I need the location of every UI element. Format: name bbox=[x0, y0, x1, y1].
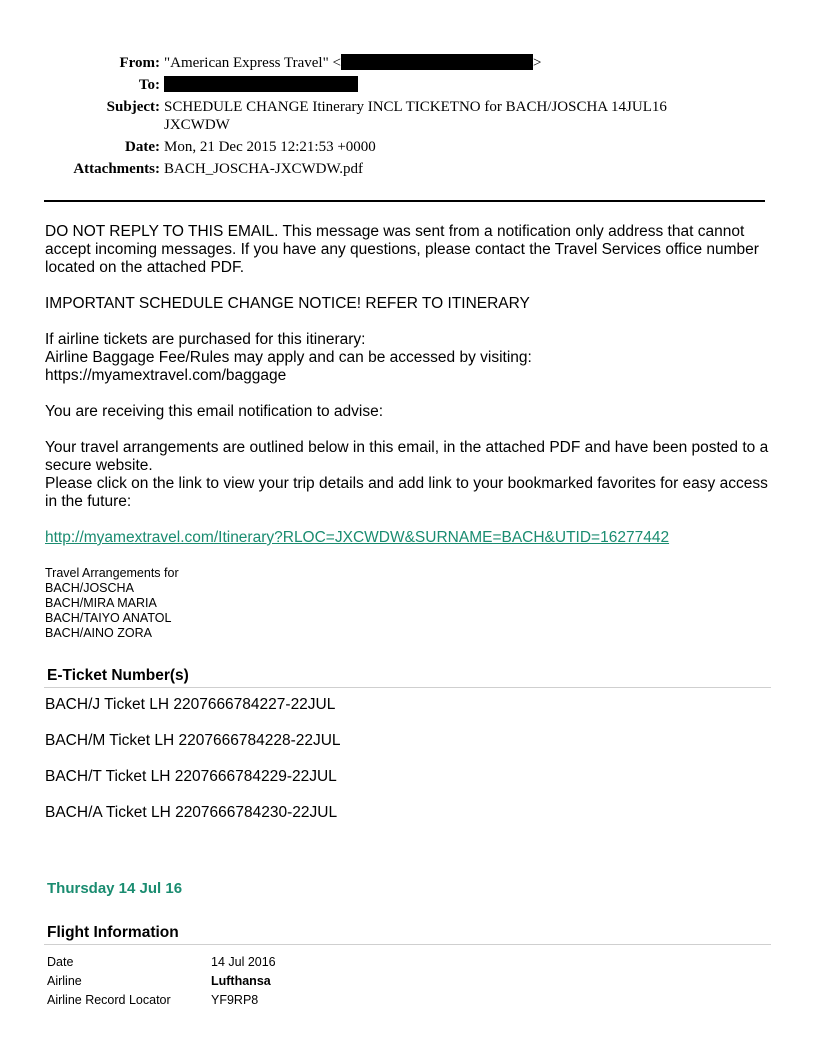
no-reply-notice: DO NOT REPLY TO THIS EMAIL. This message was sent from a notification only address that cannot accept incoming messages. If you have any questions, please contact the Travel Services office number located on the attached PDF. bbox=[45, 223, 759, 276]
flight-airline-key: Airline bbox=[47, 974, 82, 988]
day-heading: Thursday 14 Jul 16 bbox=[47, 880, 183, 897]
flight-info-divider bbox=[44, 944, 771, 945]
attachment-file[interactable]: BACH_JOSCHA-JXCWDW.pdf bbox=[164, 161, 364, 177]
flight-locator-value: YF9RP8 bbox=[211, 993, 259, 1007]
flight-date-value: 14 Jul 2016 bbox=[211, 955, 276, 969]
ticket-row: BACH/M Ticket LH 2207666784228-22JUL bbox=[45, 732, 341, 749]
arrangements-text bbox=[45, 439, 770, 511]
subject-value: SCHEDULE CHANGE Itinerary INCL TICKETNO for BACH/JOSCHA 14JUL16 JXCWDW bbox=[164, 99, 667, 133]
flight-airline-value: Lufthansa bbox=[211, 974, 271, 988]
traveler-name: BACH/MIRA MARIA bbox=[45, 596, 157, 610]
header-attachments-row bbox=[0, 160, 816, 178]
header-date-row bbox=[0, 138, 816, 156]
baggage-line-2: Airline Baggage Fee/Rules may apply and can be accessed by visiting: bbox=[45, 349, 532, 366]
ticket-row: BACH/T Ticket LH 2207666784229-22JUL bbox=[45, 768, 337, 785]
baggage-info bbox=[45, 331, 770, 385]
header-from-row bbox=[0, 54, 816, 72]
header-subject-row bbox=[0, 98, 816, 134]
attachments-label: Attachments: bbox=[73, 161, 160, 177]
subject-label: Subject: bbox=[106, 99, 160, 115]
to-label: To: bbox=[138, 77, 160, 93]
arrangements-line-2: Please click on the link to view your trip details and add link to your bookmarked favorites for easy access in the future: bbox=[45, 475, 768, 510]
traveler-name: BACH/AINO ZORA bbox=[45, 626, 152, 640]
from-sender: "American Express Travel" < bbox=[164, 55, 341, 71]
important-notice: IMPORTANT SCHEDULE CHANGE NOTICE! REFER TO ITINERARY bbox=[45, 295, 530, 312]
flight-date-key: Date bbox=[47, 955, 74, 969]
eticket-divider bbox=[44, 687, 771, 688]
from-label: From: bbox=[119, 55, 160, 71]
from-close: > bbox=[532, 55, 542, 71]
redacted-recipient bbox=[164, 76, 358, 92]
flight-info-title: Flight Information bbox=[47, 924, 179, 941]
travelers-block bbox=[45, 566, 179, 641]
ticket-row: BACH/J Ticket LH 2207666784227-22JUL bbox=[45, 696, 336, 713]
from-value bbox=[164, 54, 724, 72]
arrangements-line-1: Your travel arrangements are outlined below in this email, in the attached PDF and have been posted to a secure website. bbox=[45, 439, 769, 474]
baggage-url: https://myamextravel.com/baggage bbox=[45, 367, 287, 384]
date-value: Mon, 21 Dec 2015 12:21:53 +0000 bbox=[164, 139, 376, 155]
advise-text: You are receiving this email notification to advise: bbox=[45, 403, 384, 420]
baggage-line-1: If airline tickets are purchased for this itinerary: bbox=[45, 331, 366, 348]
eticket-title: E-Ticket Number(s) bbox=[47, 667, 189, 684]
to-value bbox=[164, 76, 724, 94]
traveler-name: BACH/TAIYO ANATOL bbox=[45, 611, 172, 625]
redacted-email bbox=[341, 54, 533, 70]
traveler-name: BACH/JOSCHA bbox=[45, 581, 134, 595]
travelers-heading: Travel Arrangements for bbox=[45, 566, 179, 580]
header-divider bbox=[44, 200, 765, 202]
ticket-row: BACH/A Ticket LH 2207666784230-22JUL bbox=[45, 804, 338, 821]
flight-locator-key: Airline Record Locator bbox=[47, 993, 171, 1007]
itinerary-link[interactable]: http://myamextravel.com/Itinerary?RLOC=JXCWDW&SURNAME=BACH&UTID=16277442 bbox=[45, 529, 670, 546]
header-to-row bbox=[0, 76, 816, 94]
date-label: Date: bbox=[125, 139, 160, 155]
